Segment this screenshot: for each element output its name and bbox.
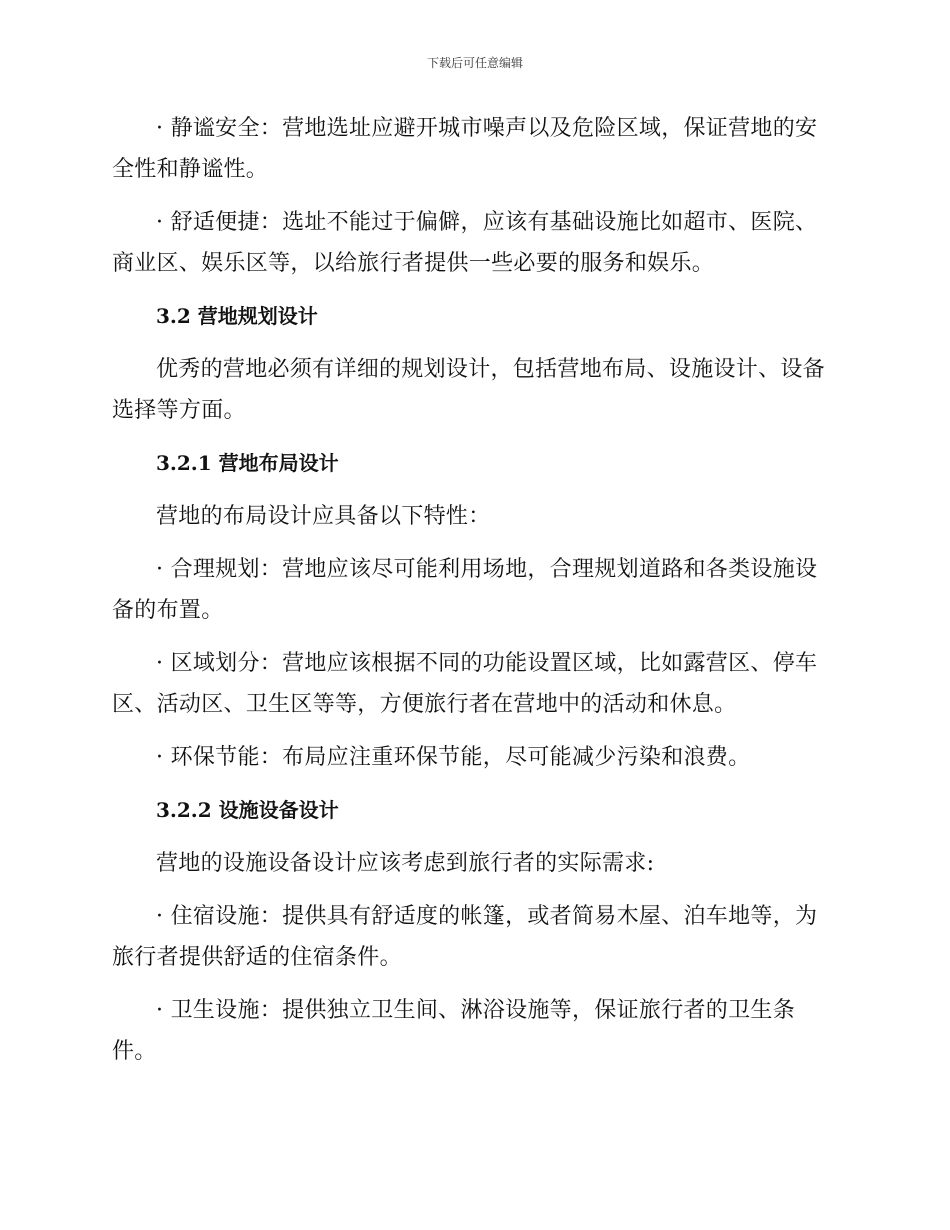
paragraph-accommodation: · 住宿设施：提供具有舒适度的帐篷，或者简易木屋、泊车地等，为旅行者提供舒适的住宿条件。 bbox=[112, 904, 818, 970]
section-heading-3-2: 3.2 营地规划设计 bbox=[156, 304, 318, 328]
paragraph-sanitation: · 卫生设施：提供独立卫生间、淋浴设施等，保证旅行者的卫生条件。 bbox=[112, 998, 795, 1064]
paragraph-facilities-intro: 营地的设施设备设计应该考虑到旅行者的实际需求: bbox=[156, 851, 655, 876]
page-header-note: 下载后可任意编辑 bbox=[426, 56, 523, 70]
paragraph-comfort-convenience: · 舒适便捷：选址不能过于偏僻，应该有基础设施比如超市、医院、商业区、娱乐区等，以给旅行者提供一些必要的服务和娱乐。 bbox=[112, 210, 818, 276]
paragraph-layout-intro: 营地的布局设计应具备以下特性： bbox=[156, 504, 491, 529]
paragraph-planning-intro: 优秀的营地必须有详细的规划设计，包括营地布局、设施设计、设备选择等方面。 bbox=[112, 357, 826, 423]
paragraph-quiet-safety: · 静谧安全：营地选址应避开城市噪声以及危险区域，保证营地的安全性和静谧性。 bbox=[112, 116, 818, 182]
paragraph-eco-energy: · 环保节能：布局应注重环保节能，尽可能减少污染和浪费。 bbox=[156, 745, 751, 770]
document-body bbox=[112, 108, 828, 1084]
section-heading-3-2-2: 3.2.2 设施设备设计 bbox=[156, 798, 339, 822]
paragraph-rational-planning: · 合理规划：营地应该尽可能利用场地，合理规划道路和各类设施设备的布置。 bbox=[112, 557, 818, 623]
paragraph-zoning: · 区域划分：营地应该根据不同的功能设置区域，比如露营区、停车区、活动区、卫生区等等，方便旅行者在营地中的活动和休息。 bbox=[112, 651, 818, 717]
section-heading-3-2-1: 3.2.1 营地布局设计 bbox=[156, 451, 339, 475]
